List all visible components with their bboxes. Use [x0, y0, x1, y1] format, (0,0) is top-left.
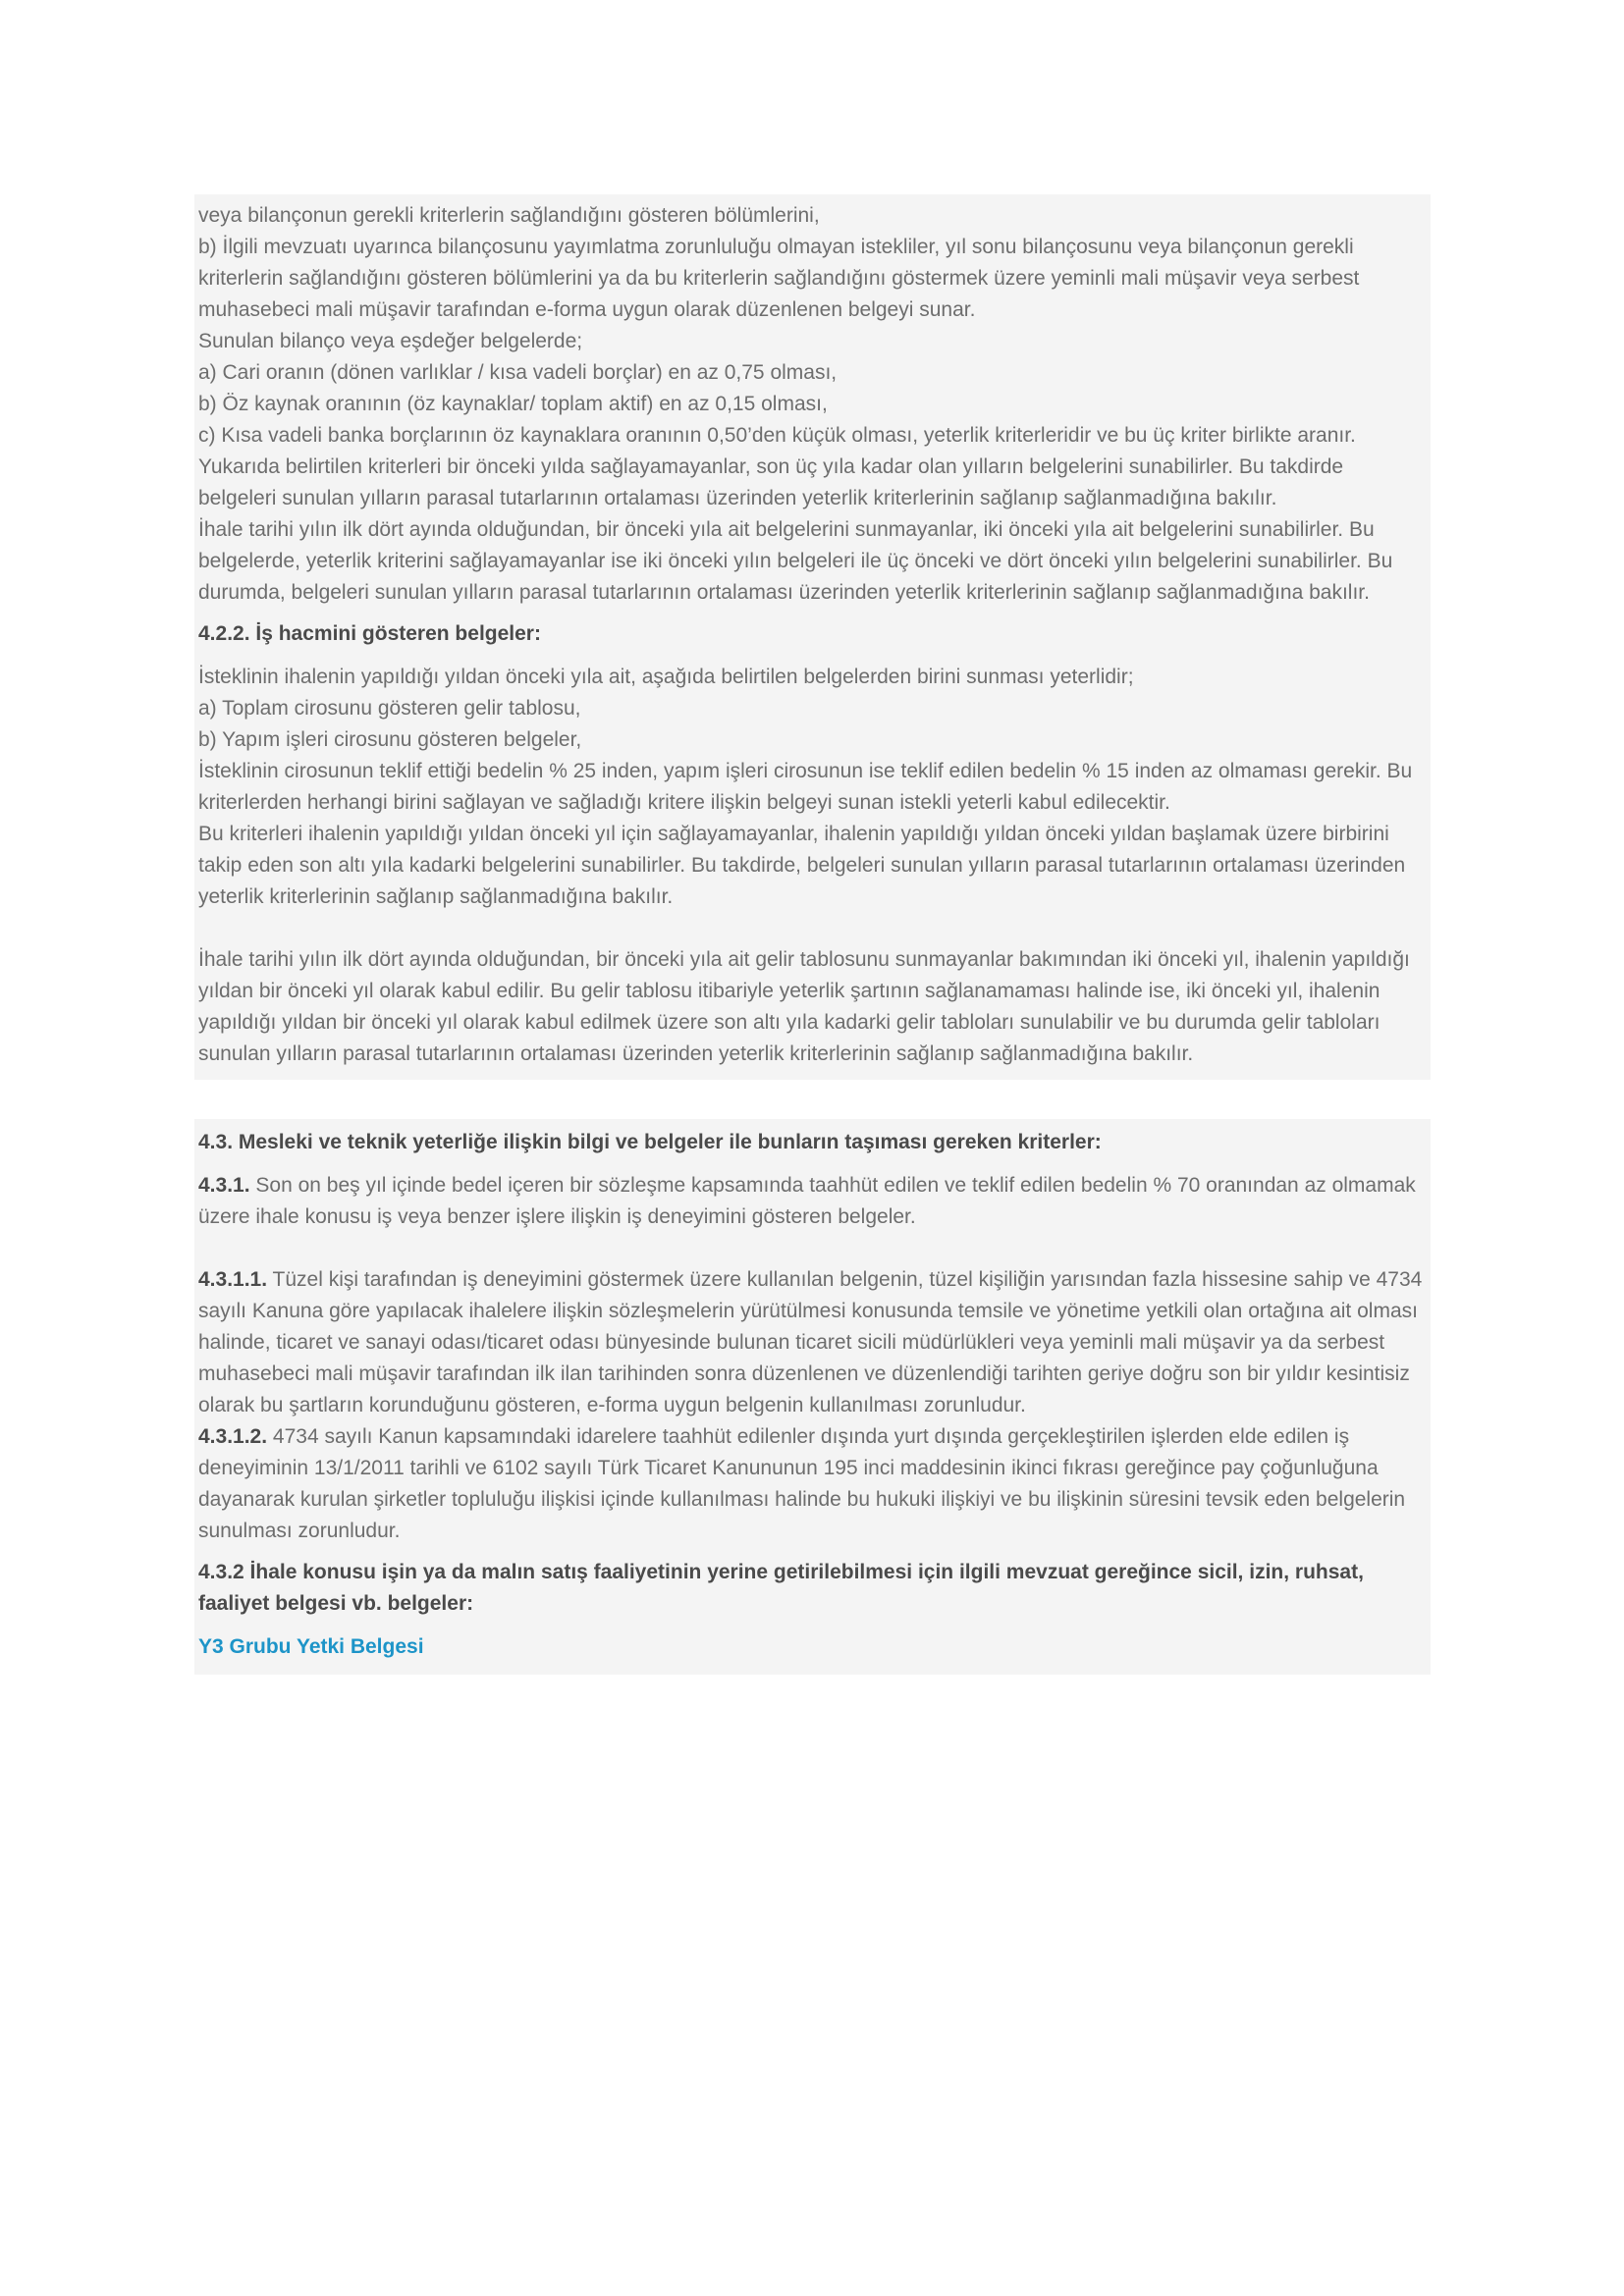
section-heading-4-3: 4.3. Mesleki ve teknik yeterliğe ilişkin bilgi ve belgeler ile bunların taşıması gereken kriterler:	[198, 1131, 1102, 1153]
paragraph-1-8: İhale tarihi yılın ilk dört ayında olduğundan, bir önceki yıla ait belgelerini sunmayanlar, iki önceki yıla ait belgelerini sunabilirler. Bu belgelerde, yeterlik kriterini sağlayamayanlar ise iki önceki yılın belgeleri ile üç önceki ve dört önceki yılın belgelerini sunabilirler. Bu durumda, belgeleri sunulan yılların parasal tutarlarının ortalaması üzerinden yeterlik kriterlerinin sağlanıp sağlanmadığına bakılır.	[198, 518, 1393, 604]
paragraph-3-4	[198, 1264, 1427, 1421]
paragraph-1-4: a) Cari oranın (dönen varlıklar / kısa vadeli borçlar) en az 0,75 olması,	[198, 361, 838, 384]
paragraph-1-6: c) Kısa vadeli banka borçlarının öz kaynaklara oranının 0,50’den küçük olması, yeterlik kriterleridir ve bu üç kriter birlikte aranır.	[198, 424, 1356, 447]
section-heading-4-2-2: 4.2.2. İş hacmini gösteren belgeler:	[198, 622, 541, 645]
paragraph-1-7: Yukarıda belirtilen kriterleri bir önceki yılda sağlayamayanlar, son üç yıla kadar olan yılların belgelerini sunabilirler. Bu takdirde belgeleri sunulan yılların parasal tutarlarının ortalaması üzerinden yeterlik kriterlerinin sağlanıp sağlanmadığına bakılır.	[198, 455, 1344, 509]
clause-number: 4.3.1.2.	[198, 1425, 268, 1448]
paragraph-1-15	[198, 913, 1427, 944]
paragraph-1-2: b) İlgili mevzuatı uyarınca bilançosunu yayımlatma zorunluluğu olmayan istekliler, yıl sonu bilançosunu veya bilançonun gerekli kriterlerin sağlandığını gösteren bölümlerini ya da bu kriterlerin sağlandığını göstermek üzere yeminli mali müşavir veya serbest muhasebeci mali müşavir tarafından e-forma uygun olarak düzenlenen belgeyi sunar.	[198, 236, 1360, 321]
clause-text: Tüzel kişi tarafından iş deneyimini göstermek üzere kullanılan belgenin, tüzel kişiliğin yarısından fazla hissesine sahip ve 4734 sayılı Kanuna göre yapılacak ihalelere ilişkin sözleşmelerin yürütülmesi konusunda temsile ve yönetime yetkili olan ortağına ait olması halinde, ticaret ve sanayi odası/ticaret odası bünyesinde bulunan ticaret sicili müdürlükleri veya yeminli mali müşavir ya da serbest muhasebeci mali müşavir tarafından ilk ilan tarihinden sonra düzenlenen ve düzenlendiği tarihten geriye doğru son bir yıldır kesintisiz olarak bu şartların korunduğunu gösteren, e-forma uygun belgenin kullanılması zorunludur.	[198, 1268, 1423, 1416]
clause-number: 4.3.1.	[198, 1174, 250, 1197]
authority-certificate-text: Y3 Grubu Yetki Belgesi	[198, 1635, 424, 1658]
paragraph-3-5	[198, 1421, 1427, 1547]
paragraph-1-10: İsteklinin ihalenin yapıldığı yıldan önceki yıla ait, aşağıda belirtilen belgelerden birini sunması yeterlidir;	[198, 666, 1134, 688]
section-gap	[194, 1080, 1431, 1119]
document-content	[194, 194, 1431, 1675]
paragraph-1-11: a) Toplam cirosunu gösteren gelir tablosu,	[198, 697, 581, 720]
paragraph-3-2	[198, 1170, 1427, 1233]
paragraph-1-5: b) Öz kaynak oranının (öz kaynaklar/ toplam aktif) en az 0,15 olması,	[198, 393, 828, 415]
paragraph-1-1: veya bilançonun gerekli kriterlerin sağlandığını gösteren bölümlerini,	[198, 204, 820, 227]
paragraph-3-3	[198, 1233, 1427, 1264]
paragraph-1-3: Sunulan bilanço veya eşdeğer belgelerde;	[198, 330, 583, 352]
clause-text: 4734 sayılı Kanun kapsamındaki idarelere taahhüt edilenler dışında yurt dışında gerçekleştirilen işlerden elde edilen iş deneyiminin 13/1/2011 tarihli ve 6102 sayılı Türk Ticaret Kanununun 195 inci maddesinin ikinci fıkrası gereğince pay çoğunluğuna dayanarak kurulan şirketler topluluğu ilişkisi içinde kullanılması halinde bu hukuki ilişkiyi ve bu ilişkinin süresini tevsik eden belgelerin sunulması zorunludur.	[198, 1425, 1406, 1542]
section-heading-4-3-2: 4.3.2 İhale konusu işin ya da malın satış faaliyetinin yerine getirilebilmesi için ilgili mevzuat gereğince sicil, izin, ruhsat, faaliyet belgesi vb. belgeler:	[198, 1561, 1364, 1615]
clause-number: 4.3.1.1.	[198, 1268, 268, 1291]
paragraph-1-16: İhale tarihi yılın ilk dört ayında olduğundan, bir önceki yıla ait gelir tablosunu sunmayanlar bakımından iki önceki yıl, ihalenin yapıldığı yıldan bir önceki yıl olarak kabul edilir. Bu gelir tablosu itibariyle yeterlik şartının sağlanamaması halinde ise, iki önceki yıl, ihalenin yapıldığı yıldan bir önceki yıl olarak kabul edilmek üzere son altı yıla kadarki gelir tabloları sunulabilir ve bu durumda gelir tabloları sunulan yılların parasal tutarlarının ortalaması üzerinden yeterlik kriterlerinin sağlanıp sağlanmadığına bakılır.	[198, 948, 1410, 1065]
paragraph-1-14: Bu kriterleri ihalenin yapıldığı yıldan önceki yıl için sağlayamayanlar, ihalenin yapıldığı yıldan önceki yıldan başlamak üzere birbirini takip eden son altı yıla kadarki belgelerini sunabilirler. Bu takdirde, belgeleri sunulan yılların parasal tutarlarının ortalaması üzerinden yeterlik kriterlerinin sağlanıp sağlanmadığına bakılır.	[198, 823, 1406, 908]
section-economic-qualification	[194, 194, 1431, 1080]
paragraph-1-12: b) Yapım işleri cirosunu gösteren belgeler,	[198, 728, 582, 751]
paragraph-1-13: İsteklinin cirosunun teklif ettiği bedelin % 25 inden, yapım işleri cirosunun ise teklif edilen bedelin % 15 inden az olmaması gerekir. Bu kriterlerden herhangi birini sağlayan ve sağladığı kritere ilişkin belgeyi sunan istekli yeterli kabul edilecektir.	[198, 760, 1413, 814]
section-professional-technical-qualification	[194, 1119, 1431, 1675]
clause-text: Son on beş yıl içinde bedel içeren bir sözleşme kapsamında taahhüt edilen ve teklif edilen bedelin % 70 oranından az olmamak üzere ihale konusu iş veya benzer işlere ilişkin iş deneyimini gösteren belgeler.	[198, 1174, 1416, 1228]
